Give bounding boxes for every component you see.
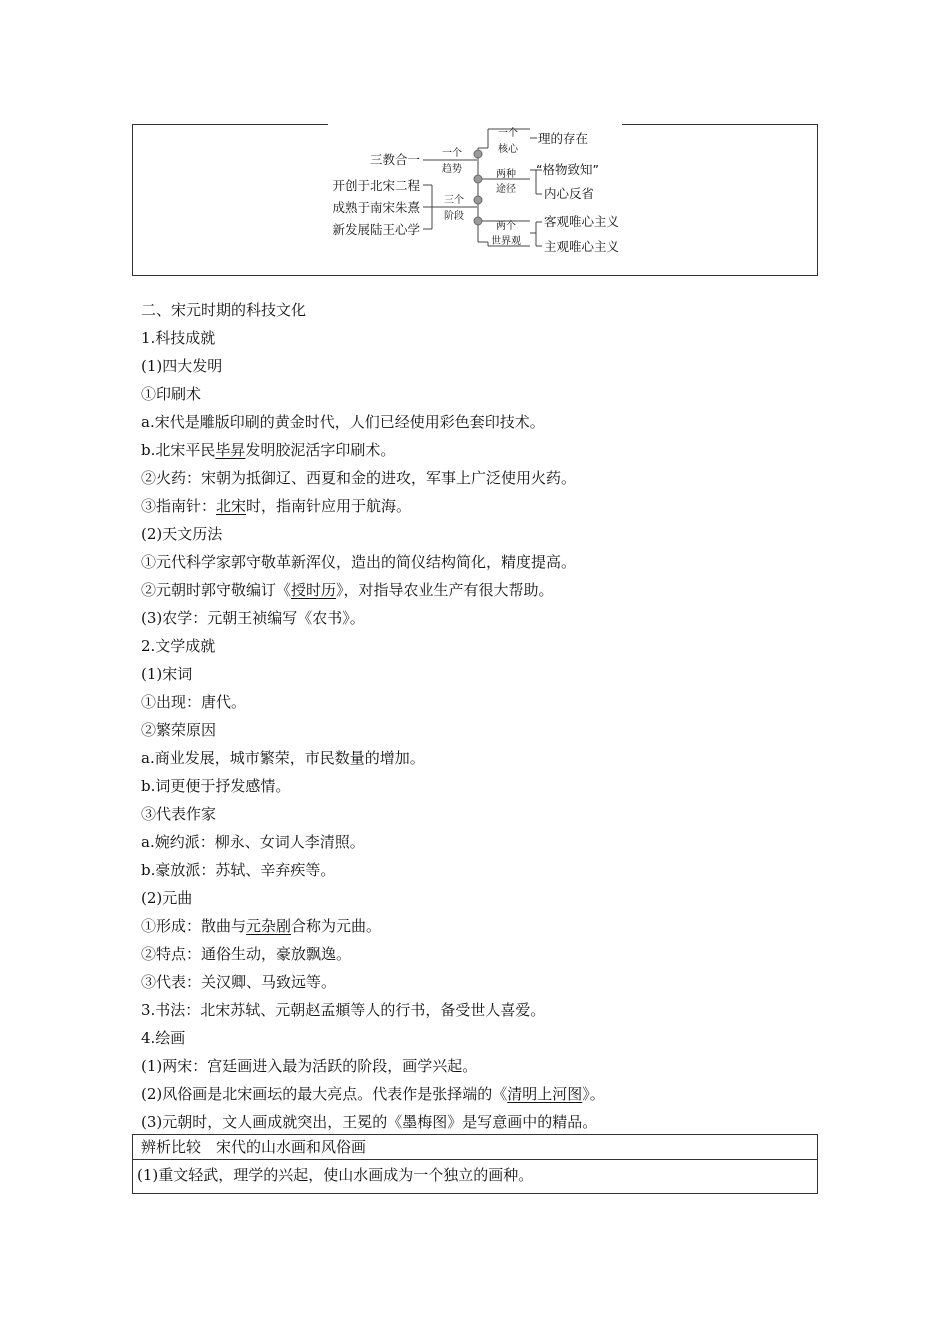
diagram-left-item: 成熟于南宋朱熹	[332, 200, 420, 215]
diagram-mid-label: 一个	[442, 148, 462, 159]
diagram-mid-label: 趋势	[442, 164, 462, 175]
text-songci-reason-b: b.词更便于抒发感情。	[141, 777, 291, 795]
text-segment: 时，指南针应用于航海。	[246, 497, 412, 515]
text-painting-2	[141, 1084, 605, 1104]
diagram-branch-label: 途径	[496, 184, 516, 195]
compare-item: (1)重文轻武，理学的兴起，使山水画成为一个独立的画种。	[137, 1166, 534, 1184]
text-yuanqu-form	[141, 916, 381, 936]
heading-inventions: (1)四大发明	[141, 357, 223, 375]
heading-tech: 1.科技成就	[141, 329, 216, 347]
diagram-mid-label: 阶段	[444, 211, 464, 222]
text-segment: 》，对指导农业生产有很大帮助。	[336, 581, 554, 599]
divider	[133, 1159, 817, 1160]
text-printing-b	[141, 440, 395, 460]
text-painting-3: (3)元朝时，文人画成就突出，王冕的《墨梅图》是写意画中的精品。	[141, 1113, 598, 1131]
text-yuanqu-feature: ②特点：通俗生动，豪放飘逸。	[141, 945, 352, 963]
text-songci-writers-a: a.婉约派：柳永、女词人李清照。	[141, 833, 365, 851]
text-segment: b.北宋平民	[141, 441, 216, 459]
compare-title: 辨析比较 宋代的山水画和风俗画	[141, 1138, 367, 1156]
text-segment: ①形成：散曲与	[141, 917, 247, 935]
text-segment: 发明胶泥活字印刷术。	[245, 441, 396, 459]
text-astronomy-1: ①元代科学家郭守敬革新浑仪，造出的简仪结构简化，精度提高。	[141, 553, 577, 571]
text-calligraphy: 3.书法：北宋苏轼、元朝赵孟頫等人的行书，备受世人喜爱。	[141, 1001, 546, 1019]
text-segment: ②元朝时郭守敬编订《	[141, 581, 292, 599]
heading-literature: 2.文学成就	[141, 637, 216, 655]
heading-painting: 4.绘画	[141, 1029, 186, 1047]
underlined-keyword: 授时历	[291, 581, 337, 599]
text-astronomy-2	[141, 580, 554, 600]
diagram-branch-label: 两种	[496, 169, 516, 180]
diagram-right-item: 客观唯心主义	[544, 214, 620, 229]
diagram-mid-label: 三个	[444, 195, 464, 206]
compare-box	[132, 1134, 818, 1194]
text-gunpowder: ②火药：宋朝为抵御辽、西夏和金的进攻，军事上广泛使用火药。	[141, 469, 577, 487]
diagram-right-item: “格物致知”	[536, 162, 599, 177]
text-songci-reason: ②繁荣原因	[141, 721, 217, 739]
text-segment: (2)风俗画是北宋画坛的最大亮点。代表作是张择端的《	[141, 1085, 508, 1103]
text-songci-writers: ③代表作家	[141, 805, 217, 823]
diagram-branch-label: 一个	[498, 128, 518, 139]
heading-astronomy: (2)天文历法	[141, 525, 223, 543]
section-title: 二、宋元时期的科技文化	[141, 301, 307, 319]
diagram-right-item: 内心反省	[544, 186, 595, 201]
underlined-keyword: 元杂剧	[246, 917, 292, 935]
heading-printing: ①印刷术	[141, 385, 202, 403]
text-songci-origin: ①出现：唐代。	[141, 693, 247, 711]
diagram-branch-label: 核心	[498, 144, 518, 155]
concept-diagram	[132, 124, 818, 276]
text-segment: 合称为元曲。	[291, 917, 382, 935]
text-songci-writers-b: b.豪放派：苏轼、辛弃疾等。	[141, 861, 336, 879]
diagram-graphic	[132, 124, 818, 276]
diagram-branch-label: 世界观	[491, 236, 521, 247]
underlined-keyword: 毕昇	[215, 441, 246, 459]
text-painting-1: (1)两宋：宫廷画进入最为活跃的阶段，画学兴起。	[141, 1057, 478, 1075]
text-agriculture: (3)农学：元朝王祯编写《农书》。	[141, 609, 365, 627]
text-songci-reason-a: a.商业发展，城市繁荣，市民数量的增加。	[141, 749, 425, 767]
text-segment: 》。	[582, 1085, 605, 1103]
underlined-keyword: 清明上河图	[507, 1085, 583, 1103]
text-compass	[141, 496, 411, 516]
diagram-left-item: 新发展陆王心学	[332, 222, 420, 237]
underlined-keyword: 北宋	[216, 497, 247, 515]
text-printing-a: a.宋代是雕版印刷的黄金时代，人们已经使用彩色套印技术。	[141, 413, 545, 431]
heading-songci: (1)宋词	[141, 665, 193, 683]
text-segment: ③指南针：	[141, 497, 217, 515]
diagram-left-item: 开创于北宋二程	[332, 178, 420, 193]
diagram-right-item: 主观唯心主义	[544, 239, 620, 254]
diagram-left-item: 三教合一	[369, 152, 420, 167]
diagram-right-item: 理的存在	[538, 131, 589, 146]
heading-yuanqu: (2)元曲	[141, 889, 193, 907]
diagram-branch-label: 两个	[496, 221, 516, 232]
text-yuanqu-rep: ③代表：关汉卿、马致远等。	[141, 973, 337, 991]
